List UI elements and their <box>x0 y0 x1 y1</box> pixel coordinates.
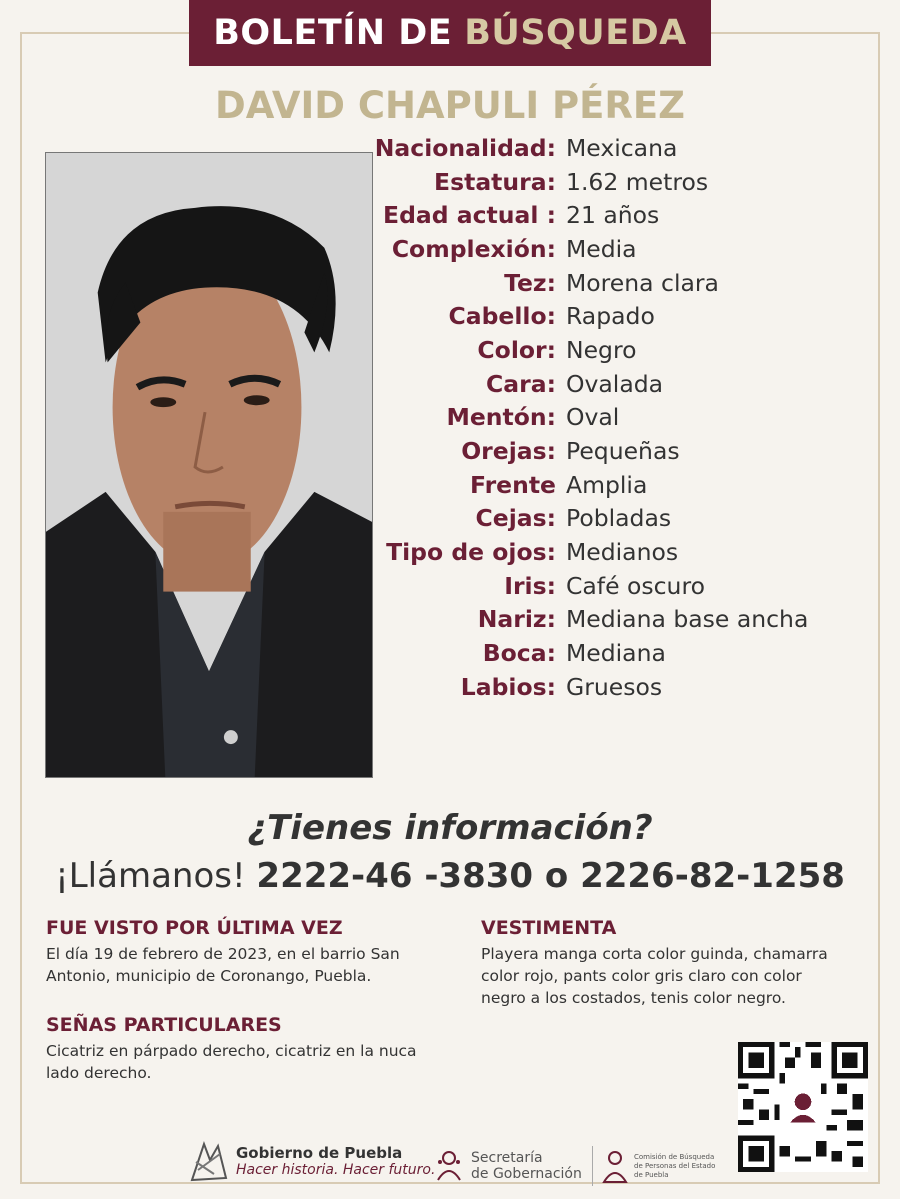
secretaria-emblem-icon <box>432 1148 466 1184</box>
last-seen-text <box>46 943 456 987</box>
attribute-row <box>373 198 893 232</box>
comision-line1: Comisión de Búsqueda <box>634 1152 715 1161</box>
last-seen-title: FUE VISTO POR ÚLTIMA VEZ <box>46 917 343 939</box>
banner-title-part1: BOLETÍN DE <box>213 13 453 53</box>
person-attributes <box>373 131 893 704</box>
banner-title-part2: BÚSQUEDA <box>464 13 687 53</box>
clothing-line: color rojo, pants color gris claro con color <box>481 967 802 985</box>
attribute-value: Amplia <box>566 470 648 499</box>
attribute-label: Cara: <box>486 369 556 398</box>
clothing-title: VESTIMENTA <box>481 917 617 939</box>
secretaria-line2: de Gobernación <box>471 1166 582 1182</box>
attribute-value: Medianos <box>566 538 679 567</box>
attribute-value: Negro <box>566 335 637 364</box>
attribute-label: Boca: <box>482 639 556 668</box>
attribute-row <box>373 603 893 637</box>
marks-title: SEÑAS PARTICULARES <box>46 1014 282 1036</box>
attribute-value: Café oscuro <box>566 571 705 600</box>
attribute-row <box>373 333 893 367</box>
attribute-label: Cejas: <box>475 504 556 533</box>
call-line <box>0 856 900 896</box>
comision-line3: de Puebla <box>634 1170 669 1179</box>
attribute-row <box>373 367 893 401</box>
attribute-value: Mexicana <box>566 133 678 162</box>
attribute-row <box>373 535 893 569</box>
secretaria-line1: Secretaría <box>471 1150 543 1166</box>
person-photo <box>45 152 373 778</box>
attribute-row <box>373 434 893 468</box>
attribute-value: 21 años <box>566 201 660 230</box>
bulletin-banner <box>189 0 711 66</box>
secretaria-gobernacion-logo <box>432 1148 582 1184</box>
clothing-line: negro a los costados, tenis color negro. <box>481 989 786 1007</box>
attribute-label: Tez: <box>504 268 556 297</box>
attribute-label: Cabello: <box>448 302 556 331</box>
attribute-row <box>373 299 893 333</box>
attribute-row <box>373 131 893 165</box>
phone-numbers: 2222-46 -3830 o 2226-82-1258 <box>256 856 845 896</box>
attribute-label: Tipo de ojos: <box>386 538 556 567</box>
attribute-label: Iris: <box>504 571 556 600</box>
attribute-label: Estatura: <box>434 167 556 196</box>
attribute-row <box>373 636 893 670</box>
attribute-label: Nariz: <box>477 605 556 634</box>
person-name: DAVID CHAPULI PÉREZ <box>215 84 685 127</box>
gov-name: Gobierno de Puebla <box>236 1144 403 1162</box>
attribute-label: Color: <box>477 335 556 364</box>
attribute-value: Oval <box>566 403 620 432</box>
last-seen-line: El día 19 de febrero de 2023, en el barrio San <box>46 945 400 963</box>
attribute-label: Labios: <box>460 672 556 701</box>
attribute-value: Ovalada <box>566 369 664 398</box>
call-prefix: ¡Llámanos! <box>55 856 246 896</box>
comision-busqueda-logo <box>600 1148 715 1184</box>
attribute-label: Orejas: <box>461 437 556 466</box>
attribute-label: Nacionalidad: <box>374 133 556 162</box>
attribute-value: Mediana <box>566 639 666 668</box>
marks-line: lado derecho. <box>46 1064 152 1082</box>
last-seen-line: Antonio, municipio de Coronango, Puebla. <box>46 967 372 985</box>
attribute-value: Rapado <box>566 302 655 331</box>
footer-separator <box>592 1146 593 1186</box>
attribute-value: Pobladas <box>566 504 672 533</box>
attribute-row <box>373 232 893 266</box>
comision-line2: de Personas del Estado <box>634 1161 716 1170</box>
attribute-label: Complexión: <box>391 234 556 263</box>
attribute-row <box>373 670 893 704</box>
marks-text <box>46 1040 466 1084</box>
attribute-value: Mediana base ancha <box>566 605 809 634</box>
attribute-value: Media <box>566 234 637 263</box>
attribute-row <box>373 266 893 300</box>
attribute-label: Edad actual : <box>383 201 556 230</box>
qr-code[interactable] <box>738 1042 868 1172</box>
puebla-emblem-icon <box>188 1140 230 1184</box>
information-question: ¿Tienes información? <box>247 808 653 848</box>
comision-emblem-icon <box>600 1148 630 1184</box>
attribute-value: Morena clara <box>566 268 719 297</box>
attribute-row <box>373 502 893 536</box>
gobierno-puebla-logo <box>188 1140 435 1184</box>
attribute-row <box>373 569 893 603</box>
attribute-row <box>373 468 893 502</box>
gov-slogan: Hacer historia. Hacer futuro. <box>236 1162 436 1178</box>
clothing-text <box>481 943 881 1009</box>
attribute-label: Frente <box>470 470 556 499</box>
attribute-value: Gruesos <box>566 672 663 701</box>
attribute-label: Mentón: <box>446 403 556 432</box>
marks-line: Cicatriz en párpado derecho, cicatriz en la nuca <box>46 1042 417 1060</box>
attribute-value: 1.62 metros <box>566 167 709 196</box>
attribute-row <box>373 165 893 199</box>
attribute-value: Pequeñas <box>566 437 680 466</box>
attribute-row <box>373 401 893 435</box>
clothing-line: Playera manga corta color guinda, chamarra <box>481 945 828 963</box>
